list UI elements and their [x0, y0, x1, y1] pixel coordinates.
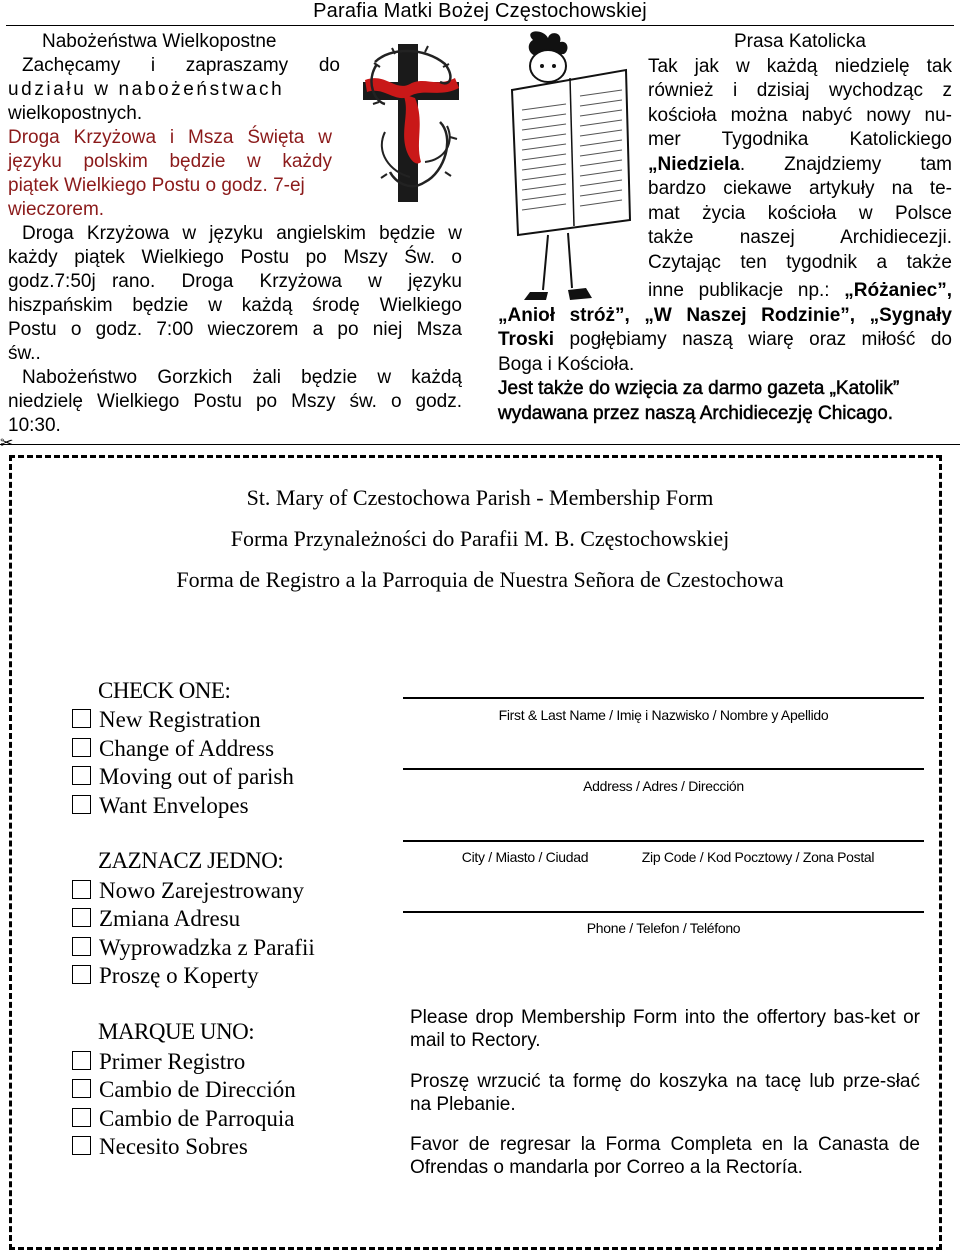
lent-gorzkie-2: niedzielę Wielkiego Postu po Mszy św. o godz. — [8, 391, 462, 412]
lent-spanish-1: hiszpańskim będzie w każdą środę Wielkiego — [8, 295, 462, 316]
press-after-niedziela: . Znajdziemy tam — [739, 153, 952, 175]
option-koperty[interactable]: Proszę o Koperty — [72, 962, 259, 990]
lent-intro-3: wielkopostnych. — [8, 103, 143, 124]
checkbox[interactable] — [72, 1108, 91, 1127]
press-line-3: kościoła można nabyć nowy nu- — [648, 104, 952, 126]
press-line-2: również i dzisiaj wychodząc z — [648, 80, 952, 101]
lent-polish-3: piątek Wielkiego Postu o godz. 7-ej — [8, 175, 305, 196]
city-field-label: City / Miasto / Ciudad — [461, 849, 589, 865]
press-line-4: mer Tygodnika Katolickiego — [648, 129, 952, 150]
scissors-icon: ✂ — [0, 435, 14, 452]
checkbox[interactable] — [72, 908, 91, 927]
zaznacz-jedno-heading: ZAZNACZ JEDNO: — [98, 848, 284, 873]
phone-field-label: Phone / Telefon / Teléfono — [586, 920, 741, 936]
checkbox[interactable] — [72, 738, 91, 757]
form-title-spanish: Forma de Registro a la Parroquia de Nuestra Señora de Czestochowa — [176, 567, 784, 592]
lent-polish-2: języku polskim będzie w każdy — [8, 151, 332, 172]
press-katolik-2: wydawana przez naszą Archidiecezję Chicago. — [498, 402, 893, 424]
lent-gorzkie-3: 10:30. — [8, 415, 61, 436]
option-primer-registro[interactable]: Primer Registro — [72, 1048, 245, 1076]
checkbox[interactable] — [72, 795, 91, 814]
form-title-english: St. Mary of Czestochowa Parish - Membership Form — [246, 485, 714, 510]
lent-intro-2: udziału w nabożeństwach — [8, 79, 285, 100]
lent-spanish-start: Droga Krzyżowa w języku — [181, 271, 462, 292]
lent-gorzkie-1: Nabożeństwo Gorzkich żali będzie w każdą — [22, 367, 462, 388]
header-divider — [6, 25, 954, 26]
checkbox[interactable] — [72, 766, 91, 785]
press-aniol: „Anioł stróż”, „W Naszej Rodzinie”, „Sygnały — [498, 304, 952, 326]
option-nowo-zarejestrowany[interactable]: Nowo Zarejestrowany — [72, 877, 304, 905]
checkbox[interactable] — [72, 1051, 91, 1070]
press-troski-rest: pogłębiamy naszą wiarę oraz miłość do — [553, 329, 952, 350]
parish-title: Parafia Matki Bożej Częstochowskiej — [313, 0, 647, 22]
option-want-envelopes[interactable]: Want Envelopes — [72, 792, 249, 820]
form-title-polish: Forma Przynależności do Parafii M. B. Częstochowskiej — [230, 526, 730, 551]
checkbox[interactable] — [72, 965, 91, 984]
lent-title: Nabożeństwa Wielkopostne — [42, 31, 277, 52]
option-cambio-direccion[interactable]: Cambio de Dirección — [72, 1076, 296, 1104]
option-cambio-parroquia[interactable]: Cambio de Parroquia — [72, 1105, 294, 1133]
marque-uno-heading: MARQUE UNO: — [98, 1019, 255, 1044]
press-title: Prasa Katolicka — [733, 31, 866, 52]
option-wyprowadzka[interactable]: Wyprowadzka z Parafii — [72, 934, 315, 962]
catholic-press-continued — [498, 279, 952, 426]
address-field[interactable] — [403, 768, 924, 770]
address-field-label: Address / Adres / Dirección — [583, 778, 744, 794]
lent-polish-1: Droga Krzyżowa i Msza Święta w — [8, 127, 332, 148]
checkbox[interactable] — [72, 937, 91, 956]
press-boga: Boga i Kościoła. — [498, 353, 635, 375]
option-new-registration[interactable]: New Registration — [72, 706, 261, 734]
press-line-6: mat życia kościoła w Polsce — [648, 202, 952, 224]
lent-english-end: godz.7:50j rano. — [8, 271, 156, 292]
cross-with-thorns-icon — [355, 42, 467, 207]
lent-intro-1: Zachęcamy i zapraszamy do — [22, 55, 340, 76]
option-necesito-sobres[interactable]: Necesito Sobres — [72, 1133, 248, 1161]
cut-line — [0, 444, 960, 445]
option-change-of-address[interactable]: Change of Address — [72, 735, 274, 763]
lent-spanish-3: św.. — [8, 343, 41, 364]
phone-field[interactable] — [403, 911, 924, 913]
option-zmiana-adresu[interactable]: Zmiana Adresu — [72, 905, 240, 933]
name-field-label: First & Last Name / Imię i Nazwisko / Nombre y Apellido — [498, 707, 829, 723]
checkbox[interactable] — [72, 709, 91, 728]
press-line-8: Czytając ten tygodnik a także — [648, 251, 952, 273]
newspaper-reader-icon — [488, 30, 638, 315]
option-moving-out[interactable]: Moving out of parish — [72, 763, 294, 791]
city-zip-field[interactable] — [403, 840, 924, 842]
press-niedziela: „Niedziela — [648, 153, 740, 175]
press-last-plain: inne publikacje np.: — [648, 280, 845, 301]
press-rozaniec: „Różaniec”, — [844, 280, 952, 301]
press-line-5: bardzo ciekawe artykuły na te- — [648, 178, 952, 199]
lent-spanish-2: Postu o godz. 7:00 wieczorem a po niej Msza — [8, 319, 462, 340]
zip-field-label: Zip Code / Kod Pocztowy / Zona Postal — [641, 849, 875, 865]
check-one-heading: CHECK ONE: — [98, 678, 231, 703]
instructions-spanish: Favor de regresar la Forma Completa en la Canasta de Ofrendas o mandarla por Correo a la Rectoría. — [410, 1134, 920, 1178]
checkbox[interactable] — [72, 1079, 91, 1098]
lent-polish-4: wieczorem. — [8, 199, 105, 220]
name-field[interactable] — [403, 697, 924, 699]
press-katolik-1: Jest także do wzięcia za darmo gazeta „Katolik” — [498, 378, 900, 399]
checkbox[interactable] — [72, 880, 91, 899]
press-line-7: także naszej Archidiecezji. — [648, 227, 952, 248]
catholic-press-section — [648, 30, 952, 275]
press-troski: Troski — [498, 329, 554, 350]
instructions-english: Please drop Membership Form into the offertory bas-ket or mail to Rectory. — [410, 1007, 920, 1051]
instructions-polish: Proszę wrzucić ta formę do koszyka na tacę lub prze-słać na Plebanie. — [410, 1071, 920, 1115]
press-line-1: Tak jak w każdą niedzielę tak — [648, 55, 952, 77]
lent-english-1: Droga Krzyżowa w języku angielskim będzie w — [22, 223, 462, 244]
checkbox[interactable] — [72, 1136, 91, 1155]
lent-english-2: każdy piątek Wielkiego Postu po Mszy Św. o — [8, 247, 462, 268]
